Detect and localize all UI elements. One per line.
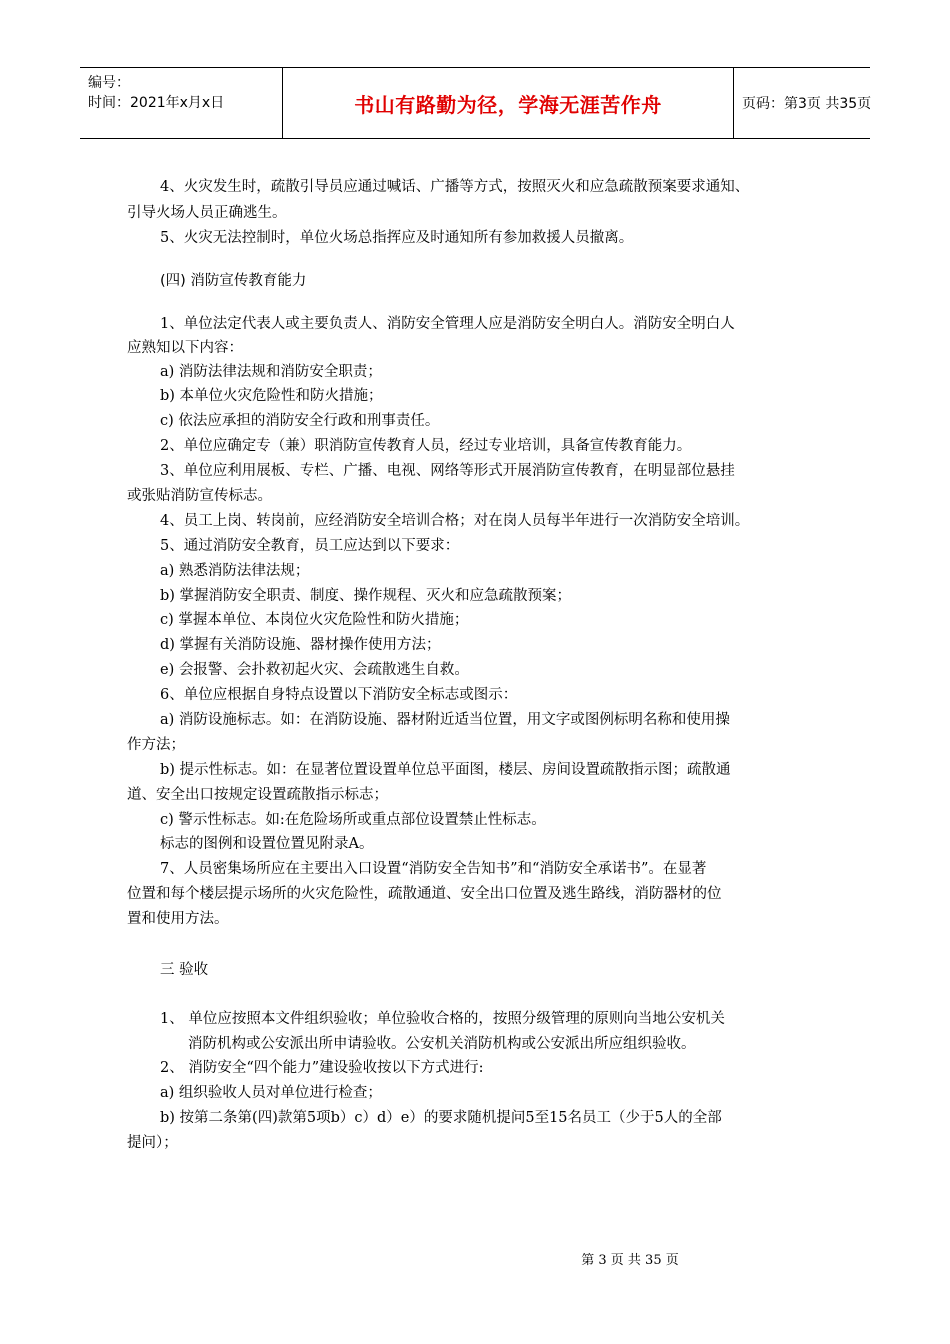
list-item: a) 消防法律法规和消防安全职责；: [160, 364, 382, 380]
header-page-label: 页码：第3页 共35页: [742, 96, 872, 112]
list-item: c) 掌握本单位、本岗位火灾危险性和防火措施；: [160, 612, 469, 628]
page-footer: 第 3 页 共 35 页: [581, 1253, 679, 1268]
list-item: a) 组织验收人员对单位进行检查；: [160, 1085, 382, 1101]
document-number-label: 编号：: [88, 75, 130, 91]
list-item-continuation: 道、安全出口按规定设置疏散指示标志；: [127, 787, 388, 803]
body-line: 6、单位应根据自身特点设置以下消防安全标志或图示：: [160, 687, 518, 703]
body-line: 1、单位法定代表人或主要负责人、消防安全管理人应是消防安全明白人。消防安全明白人: [160, 316, 735, 332]
numbered-item: 1、 单位应按照本文件组织验收；单位验收合格的，按照分级管理的原则向当地公安机关: [160, 1011, 725, 1027]
body-line: 引导火场人员正确逃生。: [127, 205, 287, 221]
body-line: 位置和每个楼层提示场所的火灾危险性，疏散通道、安全出口位置及逃生路线，消防器材的位: [127, 886, 722, 902]
list-item: b) 本单位火灾危险性和防火措施；: [160, 388, 383, 404]
section-heading: 三 验收: [160, 962, 209, 978]
section-heading: (四) 消防宣传教育能力: [160, 273, 307, 289]
list-item-continuation: 提问）；: [127, 1135, 178, 1151]
list-item-continuation: 作方法；: [127, 737, 185, 753]
list-item: c) 警示性标志。如:在危险场所或重点部位设置禁止性标志。: [160, 812, 546, 828]
body-line: 5、通过消防安全教育，员工应达到以下要求：: [160, 538, 460, 554]
body-line: 置和使用方法。: [127, 911, 229, 927]
body-line: 4、员工上岗、转岗前，应经消防安全培训合格；对在岗人员每半年进行一次消防安全培训。: [160, 513, 750, 529]
numbered-item-continuation: 消防机构或公安派出所申请验收。公安机关消防机构或公安派出所应组织验收。: [188, 1036, 696, 1052]
body-line: 4、火灾发生时，疏散引导员应通过喊话、广播等方式，按照灭火和应急疏散预案要求通知、: [160, 179, 750, 195]
body-line: 2、单位应确定专（兼）职消防宣传教育人员，经过专业培训，具备宣传教育能力。: [160, 438, 692, 454]
numbered-item: 2、 消防安全“四个能力”建设验收按以下方式进行:: [160, 1060, 484, 1076]
list-item: a) 熟悉消防法律法规；: [160, 563, 310, 579]
body-line: 或张贴消防宣传标志。: [127, 488, 272, 504]
header-meta: [80, 68, 282, 138]
list-item: e) 会报警、会扑救初起火灾、会疏散逃生自救。: [160, 662, 469, 678]
list-item: b) 掌握消防安全职责、制度、操作规程、灭火和应急疏散预案；: [160, 588, 572, 604]
body-line: 应熟知以下内容：: [127, 340, 243, 356]
document-header: [80, 67, 870, 139]
list-item: b) 提示性标志。如：在显著位置设置单位总平面图，楼层、房间设置疏散指示图；疏散通: [160, 762, 731, 778]
header-motto-cell: [282, 68, 734, 138]
list-item: d) 掌握有关消防设施、器材操作使用方法；: [160, 637, 441, 653]
body-line: 标志的图例和设置位置见附录A。: [160, 836, 374, 852]
body-line: 7、人员密集场所应在主要出入口设置“消防安全告知书”和“消防安全承诺书”。在显著: [160, 861, 707, 877]
body-line: 3、单位应利用展板、专栏、广播、电视、网络等形式开展消防宣传教育，在明显部位悬挂: [160, 463, 735, 479]
document-time-label: 时间：2021年x月x日: [88, 95, 225, 111]
list-item: b) 按第二条第(四)款第5项b）c）d）e）的要求随机提问5至15名员工（少于5人的全部: [160, 1110, 722, 1126]
list-item: c) 依法应承担的消防安全行政和刑事责任。: [160, 413, 440, 429]
body-line: 5、火灾无法控制时，单位火场总指挥应及时通知所有参加救援人员撤离。: [160, 230, 634, 246]
header-motto: 书山有路勤为径，学海无涯苦作舟: [354, 92, 662, 117]
list-item: a) 消防设施标志。如：在消防设施、器材附近适当位置，用文字或图例标明名称和使用操: [160, 712, 730, 728]
header-page-cell: [734, 68, 870, 138]
